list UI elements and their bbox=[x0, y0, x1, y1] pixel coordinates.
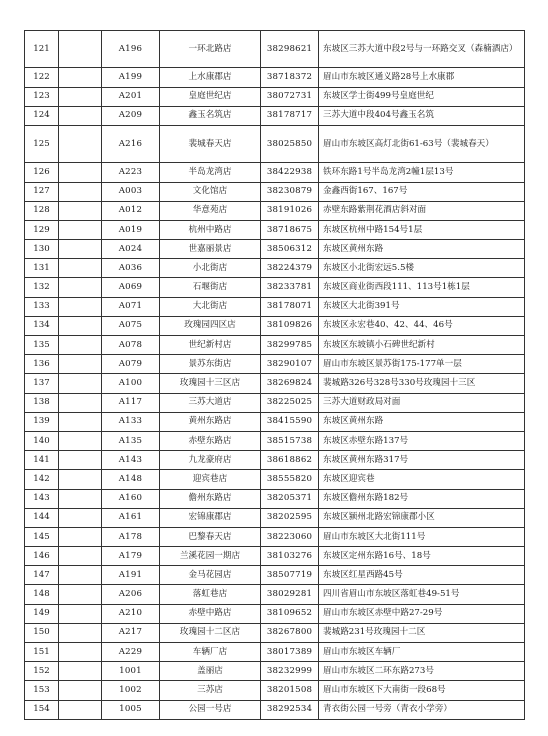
phone-cell: 38224379 bbox=[261, 259, 319, 278]
address-cell: 三苏大道中段404号鑫玉名筑 bbox=[319, 106, 525, 125]
address-cell: 东坡区东坡镇小石碑世纪新村 bbox=[319, 336, 525, 355]
row-number-cell: 147 bbox=[25, 566, 59, 585]
row-number-cell: 128 bbox=[25, 201, 59, 220]
store-code-cell: A209 bbox=[102, 106, 160, 125]
store-code-cell: A012 bbox=[102, 201, 160, 220]
row-number-cell: 148 bbox=[25, 585, 59, 604]
empty-cell bbox=[59, 336, 102, 355]
store-name-cell: 兰溪花园一期店 bbox=[160, 547, 261, 566]
empty-cell bbox=[59, 643, 102, 662]
phone-cell: 38507719 bbox=[261, 566, 319, 585]
empty-cell bbox=[59, 374, 102, 393]
table-row bbox=[25, 259, 525, 278]
address-cell: 眉山市东坡区二环东路273号 bbox=[319, 662, 525, 681]
address-cell: 东坡区大北街391号 bbox=[319, 297, 525, 316]
phone-cell: 38205371 bbox=[261, 489, 319, 508]
phone-cell: 38232999 bbox=[261, 662, 319, 681]
store-code-cell: A178 bbox=[102, 527, 160, 546]
empty-cell bbox=[59, 220, 102, 239]
store-code-cell: 1002 bbox=[102, 681, 160, 700]
row-number-cell: 127 bbox=[25, 182, 59, 201]
table-row bbox=[25, 240, 525, 259]
store-code-cell: A229 bbox=[102, 643, 160, 662]
row-number-cell: 126 bbox=[25, 163, 59, 182]
empty-cell bbox=[59, 527, 102, 546]
row-number-cell: 125 bbox=[25, 125, 59, 162]
store-name-cell: 大北街店 bbox=[160, 297, 261, 316]
store-code-cell: A196 bbox=[102, 31, 160, 68]
table-row bbox=[25, 163, 525, 182]
table-row bbox=[25, 662, 525, 681]
store-name-cell: 黄州东路店 bbox=[160, 412, 261, 431]
row-number-cell: 133 bbox=[25, 297, 59, 316]
row-number-cell: 132 bbox=[25, 278, 59, 297]
phone-cell: 38718675 bbox=[261, 220, 319, 239]
store-name-cell: 三苏大道店 bbox=[160, 393, 261, 412]
phone-cell: 38298621 bbox=[261, 31, 319, 68]
phone-cell: 38292534 bbox=[261, 700, 319, 719]
store-list-table bbox=[24, 30, 525, 720]
store-code-cell: A199 bbox=[102, 68, 160, 87]
store-code-cell: A078 bbox=[102, 336, 160, 355]
store-name-cell: 半岛龙湾店 bbox=[160, 163, 261, 182]
row-number-cell: 134 bbox=[25, 316, 59, 335]
store-code-cell: A071 bbox=[102, 297, 160, 316]
address-cell: 东坡区颍州北路宏锦康郡小区 bbox=[319, 508, 525, 527]
empty-cell bbox=[59, 489, 102, 508]
address-cell: 东坡区学士街499号皇庭世纪 bbox=[319, 87, 525, 106]
empty-cell bbox=[59, 87, 102, 106]
phone-cell: 38025850 bbox=[261, 125, 319, 162]
address-cell: 东坡区定州东路16号、18号 bbox=[319, 547, 525, 566]
address-cell: 眉山市东坡区赤壁中路27-29号 bbox=[319, 604, 525, 623]
address-cell: 东坡区红星西路45号 bbox=[319, 566, 525, 585]
empty-cell bbox=[59, 259, 102, 278]
store-code-cell: A179 bbox=[102, 547, 160, 566]
store-name-cell: 儋州东路店 bbox=[160, 489, 261, 508]
phone-cell: 38202595 bbox=[261, 508, 319, 527]
store-name-cell: 文化馆店 bbox=[160, 182, 261, 201]
empty-cell bbox=[59, 431, 102, 450]
store-name-cell: 盖丽店 bbox=[160, 662, 261, 681]
address-cell: 东坡区赤壁东路137号 bbox=[319, 431, 525, 450]
store-table-body bbox=[25, 31, 525, 720]
row-number-cell: 149 bbox=[25, 604, 59, 623]
store-name-cell: 迎宾巷店 bbox=[160, 470, 261, 489]
row-number-cell: 122 bbox=[25, 68, 59, 87]
row-number-cell: 121 bbox=[25, 31, 59, 68]
address-cell: 东坡区永宏巷40、42、44、46号 bbox=[319, 316, 525, 335]
row-number-cell: 143 bbox=[25, 489, 59, 508]
store-name-cell: 车辆厂店 bbox=[160, 643, 261, 662]
empty-cell bbox=[59, 106, 102, 125]
row-number-cell: 150 bbox=[25, 623, 59, 642]
phone-cell: 38017389 bbox=[261, 643, 319, 662]
store-code-cell: A191 bbox=[102, 566, 160, 585]
phone-cell: 38230879 bbox=[261, 182, 319, 201]
table-row bbox=[25, 336, 525, 355]
address-cell: 三苏大道财政局对面 bbox=[319, 393, 525, 412]
store-code-cell: A160 bbox=[102, 489, 160, 508]
empty-cell bbox=[59, 68, 102, 87]
phone-cell: 38299785 bbox=[261, 336, 319, 355]
phone-cell: 38191026 bbox=[261, 201, 319, 220]
row-number-cell: 144 bbox=[25, 508, 59, 527]
store-name-cell: 金马花园店 bbox=[160, 566, 261, 585]
table-row bbox=[25, 508, 525, 527]
store-code-cell: A117 bbox=[102, 393, 160, 412]
row-number-cell: 137 bbox=[25, 374, 59, 393]
table-row bbox=[25, 278, 525, 297]
address-cell: 东坡区迎宾巷 bbox=[319, 470, 525, 489]
empty-cell bbox=[59, 470, 102, 489]
table-row bbox=[25, 220, 525, 239]
empty-cell bbox=[59, 623, 102, 642]
row-number-cell: 129 bbox=[25, 220, 59, 239]
empty-cell bbox=[59, 125, 102, 162]
phone-cell: 38515738 bbox=[261, 431, 319, 450]
table-row bbox=[25, 547, 525, 566]
store-name-cell: 上水康郡店 bbox=[160, 68, 261, 87]
table-row bbox=[25, 604, 525, 623]
store-name-cell: 世纪新村店 bbox=[160, 336, 261, 355]
table-row bbox=[25, 201, 525, 220]
address-cell: 四川省眉山市东坡区落虹巷49-51号 bbox=[319, 585, 525, 604]
store-name-cell: 落虹巷店 bbox=[160, 585, 261, 604]
table-row bbox=[25, 585, 525, 604]
empty-cell bbox=[59, 316, 102, 335]
table-row bbox=[25, 87, 525, 106]
table-row bbox=[25, 643, 525, 662]
row-number-cell: 123 bbox=[25, 87, 59, 106]
row-number-cell: 140 bbox=[25, 431, 59, 450]
empty-cell bbox=[59, 163, 102, 182]
address-cell: 眉山市东坡区景苏街175-177单一层 bbox=[319, 355, 525, 374]
empty-cell bbox=[59, 662, 102, 681]
row-number-cell: 154 bbox=[25, 700, 59, 719]
store-name-cell: 巴黎春天店 bbox=[160, 527, 261, 546]
store-code-cell: A161 bbox=[102, 508, 160, 527]
empty-cell bbox=[59, 508, 102, 527]
address-cell: 眉山市东坡区通义路28号上水康郡 bbox=[319, 68, 525, 87]
store-name-cell: 九龙豪府店 bbox=[160, 451, 261, 470]
address-cell: 金鑫西街167、167号 bbox=[319, 182, 525, 201]
row-number-cell: 152 bbox=[25, 662, 59, 681]
phone-cell: 38233781 bbox=[261, 278, 319, 297]
row-number-cell: 146 bbox=[25, 547, 59, 566]
table-row bbox=[25, 412, 525, 431]
store-code-cell: A135 bbox=[102, 431, 160, 450]
address-cell: 东坡区小北街宏远5.5楼 bbox=[319, 259, 525, 278]
store-name-cell: 景苏东街店 bbox=[160, 355, 261, 374]
store-code-cell: A100 bbox=[102, 374, 160, 393]
store-name-cell: 一环北路店 bbox=[160, 31, 261, 68]
address-cell: 赤壁东路紫荆花酒店斜对面 bbox=[319, 201, 525, 220]
table-row bbox=[25, 681, 525, 700]
table-row bbox=[25, 566, 525, 585]
table-row bbox=[25, 393, 525, 412]
table-row bbox=[25, 68, 525, 87]
store-name-cell: 三苏店 bbox=[160, 681, 261, 700]
store-code-cell: A216 bbox=[102, 125, 160, 162]
phone-cell: 38718372 bbox=[261, 68, 319, 87]
store-name-cell: 石堰街店 bbox=[160, 278, 261, 297]
table-row bbox=[25, 182, 525, 201]
empty-cell bbox=[59, 297, 102, 316]
phone-cell: 38225025 bbox=[261, 393, 319, 412]
phone-cell: 38029281 bbox=[261, 585, 319, 604]
empty-cell bbox=[59, 412, 102, 431]
row-number-cell: 142 bbox=[25, 470, 59, 489]
store-code-cell: 1001 bbox=[102, 662, 160, 681]
table-row bbox=[25, 297, 525, 316]
address-cell: 裴城路231号玫瑰园十二区 bbox=[319, 623, 525, 642]
address-cell: 铁环东路1号半岛龙湾2幢1层13号 bbox=[319, 163, 525, 182]
table-row bbox=[25, 316, 525, 335]
store-code-cell: 1005 bbox=[102, 700, 160, 719]
table-row bbox=[25, 125, 525, 162]
row-number-cell: 145 bbox=[25, 527, 59, 546]
empty-cell bbox=[59, 451, 102, 470]
phone-cell: 38109652 bbox=[261, 604, 319, 623]
phone-cell: 38415590 bbox=[261, 412, 319, 431]
phone-cell: 38290107 bbox=[261, 355, 319, 374]
row-number-cell: 151 bbox=[25, 643, 59, 662]
empty-cell bbox=[59, 278, 102, 297]
row-number-cell: 141 bbox=[25, 451, 59, 470]
store-name-cell: 小北街店 bbox=[160, 259, 261, 278]
phone-cell: 38269824 bbox=[261, 374, 319, 393]
phone-cell: 38103276 bbox=[261, 547, 319, 566]
store-name-cell: 赤壁中路店 bbox=[160, 604, 261, 623]
row-number-cell: 136 bbox=[25, 355, 59, 374]
table-row bbox=[25, 106, 525, 125]
row-number-cell: 131 bbox=[25, 259, 59, 278]
store-code-cell: A079 bbox=[102, 355, 160, 374]
table-row bbox=[25, 31, 525, 68]
store-name-cell: 裴城春天店 bbox=[160, 125, 261, 162]
phone-cell: 38555820 bbox=[261, 470, 319, 489]
store-name-cell: 杭州中路店 bbox=[160, 220, 261, 239]
table-row bbox=[25, 623, 525, 642]
store-code-cell: A003 bbox=[102, 182, 160, 201]
address-cell: 东坡区黄州东路317号 bbox=[319, 451, 525, 470]
store-code-cell: A148 bbox=[102, 470, 160, 489]
empty-cell bbox=[59, 547, 102, 566]
empty-cell bbox=[59, 240, 102, 259]
address-cell: 东坡区黄州东路 bbox=[319, 412, 525, 431]
empty-cell bbox=[59, 182, 102, 201]
phone-cell: 38201508 bbox=[261, 681, 319, 700]
row-number-cell: 138 bbox=[25, 393, 59, 412]
phone-cell: 38506312 bbox=[261, 240, 319, 259]
row-number-cell: 153 bbox=[25, 681, 59, 700]
phone-cell: 38618862 bbox=[261, 451, 319, 470]
store-code-cell: A069 bbox=[102, 278, 160, 297]
phone-cell: 38267800 bbox=[261, 623, 319, 642]
table-row bbox=[25, 431, 525, 450]
table-row bbox=[25, 527, 525, 546]
address-cell: 东坡区三苏大道中段2号与一环路交叉（森楠酒店） bbox=[319, 31, 525, 68]
store-code-cell: A133 bbox=[102, 412, 160, 431]
row-number-cell: 139 bbox=[25, 412, 59, 431]
row-number-cell: 124 bbox=[25, 106, 59, 125]
store-code-cell: A223 bbox=[102, 163, 160, 182]
empty-cell bbox=[59, 681, 102, 700]
empty-cell bbox=[59, 604, 102, 623]
store-name-cell: 宏锦康郡店 bbox=[160, 508, 261, 527]
store-code-cell: A210 bbox=[102, 604, 160, 623]
store-name-cell: 玫瑰园十三区店 bbox=[160, 374, 261, 393]
address-cell: 眉山市东坡区大北街111号 bbox=[319, 527, 525, 546]
store-name-cell: 华意苑店 bbox=[160, 201, 261, 220]
store-name-cell: 世嘉丽景店 bbox=[160, 240, 261, 259]
store-code-cell: A075 bbox=[102, 316, 160, 335]
store-name-cell: 玫瑰园十二区店 bbox=[160, 623, 261, 642]
empty-cell bbox=[59, 31, 102, 68]
store-code-cell: A143 bbox=[102, 451, 160, 470]
table-row bbox=[25, 489, 525, 508]
address-cell: 东坡区商业街西段111、113号1栋1层 bbox=[319, 278, 525, 297]
address-cell: 眉山市东坡区高灯北街61-63号（裴城春天） bbox=[319, 125, 525, 162]
store-code-cell: A201 bbox=[102, 87, 160, 106]
phone-cell: 38178071 bbox=[261, 297, 319, 316]
address-cell: 眉山市东坡区下大南街一段68号 bbox=[319, 681, 525, 700]
address-cell: 青衣街公园一号旁（青衣小学旁） bbox=[319, 700, 525, 719]
row-number-cell: 130 bbox=[25, 240, 59, 259]
store-code-cell: A019 bbox=[102, 220, 160, 239]
phone-cell: 38109826 bbox=[261, 316, 319, 335]
phone-cell: 38178717 bbox=[261, 106, 319, 125]
store-name-cell: 赤壁东路店 bbox=[160, 431, 261, 450]
phone-cell: 38223060 bbox=[261, 527, 319, 546]
empty-cell bbox=[59, 585, 102, 604]
store-name-cell: 公园一号店 bbox=[160, 700, 261, 719]
empty-cell bbox=[59, 566, 102, 585]
address-cell: 眉山市东坡区车辆厂 bbox=[319, 643, 525, 662]
store-name-cell: 皇庭世纪店 bbox=[160, 87, 261, 106]
table-row bbox=[25, 700, 525, 719]
address-cell: 东坡区杭州中路154号1层 bbox=[319, 220, 525, 239]
empty-cell bbox=[59, 201, 102, 220]
row-number-cell: 135 bbox=[25, 336, 59, 355]
store-name-cell: 鑫玉名筑店 bbox=[160, 106, 261, 125]
store-code-cell: A206 bbox=[102, 585, 160, 604]
phone-cell: 38072731 bbox=[261, 87, 319, 106]
table-row bbox=[25, 374, 525, 393]
store-code-cell: A217 bbox=[102, 623, 160, 642]
phone-cell: 38422938 bbox=[261, 163, 319, 182]
table-row bbox=[25, 470, 525, 489]
empty-cell bbox=[59, 393, 102, 412]
store-code-cell: A036 bbox=[102, 259, 160, 278]
empty-cell bbox=[59, 700, 102, 719]
store-code-cell: A024 bbox=[102, 240, 160, 259]
address-cell: 东坡区儋州东路182号 bbox=[319, 489, 525, 508]
store-name-cell: 玫瑰园四区店 bbox=[160, 316, 261, 335]
table-row bbox=[25, 355, 525, 374]
table-row bbox=[25, 451, 525, 470]
empty-cell bbox=[59, 355, 102, 374]
address-cell: 东坡区黄州东路 bbox=[319, 240, 525, 259]
address-cell: 裴城路326号328号330号玫瑰园十三区 bbox=[319, 374, 525, 393]
